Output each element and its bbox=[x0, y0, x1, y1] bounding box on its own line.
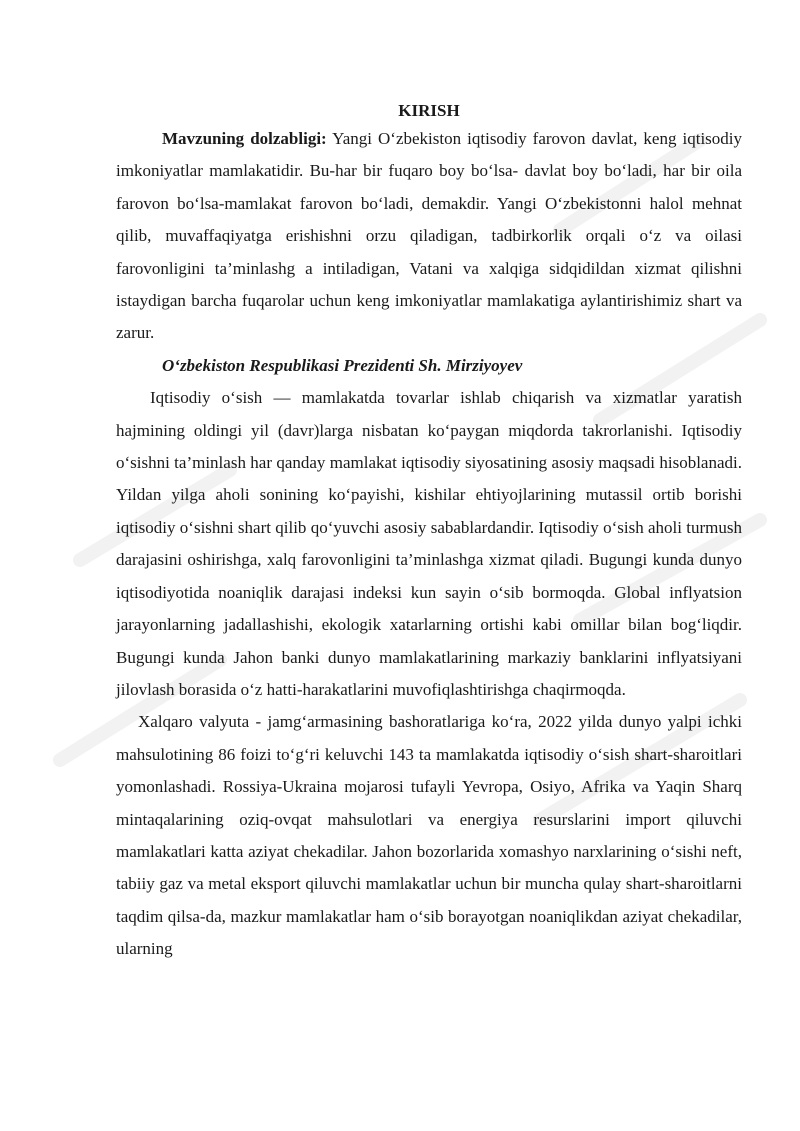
paragraph-imf-forecast: Xalqaro valyuta - jamg‘armasining bashoratlariga ko‘ra, 2022 yilda dunyo yalpi ichki mahsulotining 86 foizi to‘g‘ri keluvchi 143 ta mamlakatda iqtisodiy o‘sish shart-sharoitlari yomonlashadi. Rossiya-Ukraina mojarosi tufayli Yevropa, Osiyo, Afrika va Yaqin Sharq mintaqalarining oziq-ovqat mahsulotlari va energiya resurslarini import qiluvchi mamlakatlari katta aziyat chekadilar. Jahon bozorlarida xomashyo narxlarining o‘sishi neft, tabiiy gaz va metal eksport qiluvchi mamlakatlar uchun bir muncha qulay shart-sharoitlarni taqdim qilsa-da, mazkur mamlakatlar ham o‘sib borayotgan noaniqlikdan aziyat chekadilar, ularning bbox=[116, 712, 742, 959]
intro-lead: Mavzuning dolzabligi: bbox=[162, 129, 327, 148]
page-title: KIRISH bbox=[398, 101, 460, 120]
document-page bbox=[116, 99, 742, 966]
intro-text: Yangi O‘zbekiston iqtisodiy farovon davlat, keng iqtisodiy imkoniyatlar mamlakatidir. Bu-har bir fuqaro boy bo‘lsa- davlat boy bo‘ladi, har bir oila farovon bo‘lsa-mamlakat farovon bo‘ladi, demakdir. Yangi O‘zbekistonni halol mehnat qilib, muvaffaqiyatga erishishni orzu qiladigan, tadbirkorlik orqali o‘z va oilasi farovonligini ta’minlashg a intiladigan, Vatani va xalqiga sidqidildan xizmat qilishni istaydigan barcha fuqarolar uchun keng imkoniyatlar mamlakatiga aylantirishimiz shart va zarur. bbox=[116, 129, 743, 343]
quote-author: O‘zbekiston Respublikasi Prezidenti Sh. Mirziyoyev bbox=[162, 355, 523, 375]
paragraph-economic-growth: Iqtisodiy o‘sish — mamlakatda tovarlar ishlab chiqarish va xizmatlar yaratish hajmining oldingi yil (davr)larga nisbatan ko‘paygan miqdorda takrorlanishi. Iqtisodiy o‘sishni ta’minlash har qanday mamlakat iqtisodiy siyosatining asosiy maqsadi hisoblanadi. Yildan yilga aholi sonining ko‘payishi, kishilar ehtiyojlarining mutassil ortib borishi iqtisodiy o‘sishni shart qilib qo‘yuvchi asosiy sabablardandir. Iqtisodiy o‘sish aholi turmush darajasini oshirishga, xalq farovonligini ta’minlashga xizmat qiladi. Bugungi kunda dunyo iqtisodiyotida noaniqlik darajasi indeksi kun sayin o‘sib bormoqda. Global inflyatsion jarayonlarning jadallashishi, ekologik xatarlarning ortishi kabi omillar bilan bog‘liqdir. Bugungi kunda Jahon banki dunyo mamlakatlarining markaziy banklarini inflyatsiyani jilovlash borasida o‘z hatti-harakatlarini muvofiqlashtirishga chaqirmoqda. bbox=[116, 388, 742, 699]
intro-paragraph bbox=[116, 123, 742, 350]
